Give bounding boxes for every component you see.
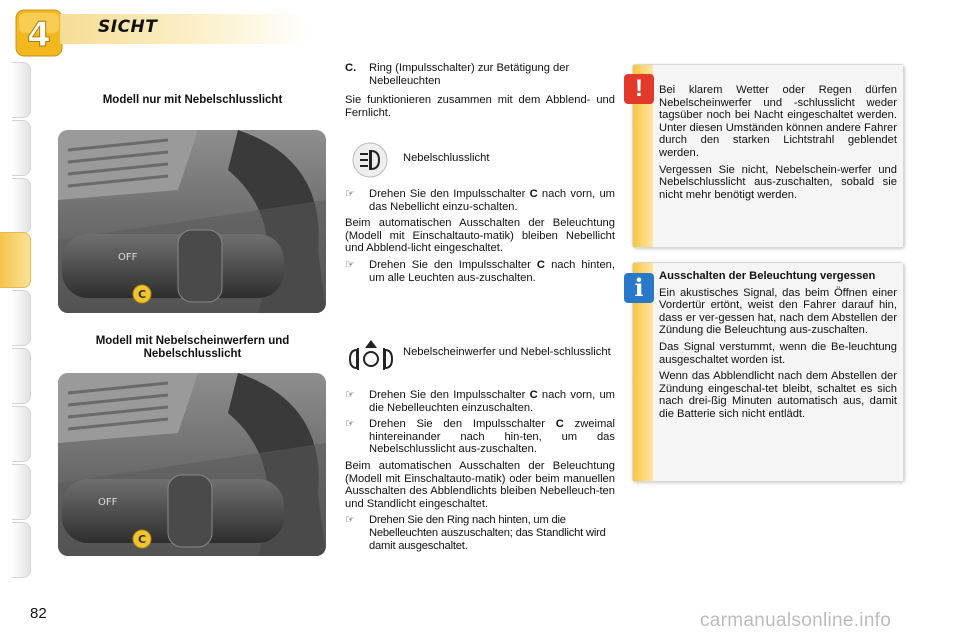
bullet-marker: ☞ <box>345 514 355 527</box>
chapter-tab[interactable] <box>12 522 31 578</box>
svg-text:OFF: OFF <box>118 252 138 263</box>
info-callout <box>632 262 904 482</box>
stalk-photo-front-rear-fog <box>58 373 326 556</box>
warning-text <box>659 84 897 205</box>
warning-callout <box>632 64 904 248</box>
page-title: SICHT <box>98 17 158 37</box>
instruction-bullet: ☞ Drehen Sie den Impulsschalter C nach vorn, um die Nebelleuchten einzuschalten. <box>345 389 616 414</box>
info-icon: i <box>624 273 654 303</box>
chapter-tab-active[interactable] <box>0 232 31 288</box>
warning-icon: ! <box>624 74 654 104</box>
bullet-marker: ☞ <box>345 418 356 431</box>
rear-fog-lamp-label: Nebelschlusslicht <box>403 152 490 164</box>
watermark: carmanualsonline.info <box>700 610 892 631</box>
bullet-marker: ☞ <box>345 188 356 200</box>
auto-off-paragraph: Beim automatischen Ausschalten der Beleuchtung (Modell mit Einschaltauto-matik) bleiben Nebellicht und Abblend-licht eingeschaltet. <box>345 217 615 255</box>
instruction-block-2 <box>345 389 615 556</box>
instruction-block-1 <box>345 188 615 288</box>
warning-paragraph: Bei klarem Wetter oder Regen dürfen Nebelscheinwerfer und -schlusslicht weder tagsüber noch bei Nacht eingeschaltet werden. Unter diesen Umständen können andere Fahrer durch den starken Lichtstrahl geblendet werden. <box>659 84 897 159</box>
chapter-tab[interactable] <box>12 348 31 404</box>
front-rear-fog-lamp-icon <box>348 338 394 374</box>
section-heading-rear-fog: Modell nur mit Nebelschlusslicht <box>102 94 283 106</box>
chapter-tabs <box>0 62 34 577</box>
auto-off-paragraph-2: Beim automatischen Ausschalten der Beleuchtung (Modell mit Einschaltauto-matik) oder beim manuellen Ausschalten des Abblendlichts bleiben Nebelleuch-ten und Standlicht eingeschaltet. <box>345 459 615 510</box>
ring-description <box>345 62 615 87</box>
instruction-bullet: ☞ Drehen Sie den Impulsschalter C zweimal hintereinander nach hin-ten, um das Nebelschlusslicht aus-zuschalten. <box>345 418 616 456</box>
info-paragraph: Das Signal verstummt, wenn die Be-leuchtung ausgeschaltet worden ist. <box>659 340 897 366</box>
chapter-tab[interactable] <box>12 406 31 462</box>
ring-description-text: Ring (Impulsschalter) zur Betätigung der Nebelleuchten <box>369 62 570 87</box>
info-title: Ausschalten der Beleuchtung vergessen <box>659 270 876 282</box>
stalk-photo-rear-fog <box>58 130 326 313</box>
callout-c-label: C <box>137 533 147 546</box>
front-rear-fog-lamp-label: Nebelscheinwerfer und Nebel-schlusslicht <box>403 346 611 358</box>
instruction-bullet: ☞ Drehen Sie den Impulsschalter C nach hinten, um alle Leuchten aus-zuschalten. <box>345 258 615 284</box>
callout-c-label: C <box>137 288 147 301</box>
callout-letter: C. <box>345 62 357 74</box>
chapter-badge <box>14 8 64 58</box>
section-heading-line: Modell mit Nebelscheinwerfern und <box>95 335 290 347</box>
chapter-tab[interactable] <box>12 120 31 176</box>
rear-fog-lamp-icon <box>352 142 388 178</box>
chapter-tab[interactable] <box>12 290 31 346</box>
chapter-tab[interactable] <box>12 178 31 234</box>
svg-text:OFF: OFF <box>98 497 118 508</box>
intro-paragraph: Sie funktionieren zusammen mit dem Abblend- und Fernlicht. <box>345 94 615 119</box>
section-heading-front-rear-fog <box>60 335 325 361</box>
chapter-number: 4 <box>27 15 51 55</box>
bullet-marker: ☞ <box>345 389 356 401</box>
chapter-tab[interactable] <box>12 62 31 118</box>
instruction-bullet: ☞ Drehen Sie den Ring nach hinten, um die Nebelleuchten auszuschalten; das Standlicht wird damit ausgeschaltet. <box>345 514 606 552</box>
chapter-tab[interactable] <box>12 464 31 520</box>
instruction-bullet: ☞ Drehen Sie den Impulsschalter C nach vorn, um das Nebellicht einzu-schalten. <box>345 188 616 213</box>
info-paragraph: Ein akustisches Signal, das beim Öffnen einer Vordertür ertönt, weist den Fahrer darauf hin, dass er ver-gessen hat, nach dem Abstellen der Zündung die Beleuchtung aus-zuschalten. <box>659 286 897 337</box>
bullet-marker: ☞ <box>345 258 356 271</box>
section-heading-line: Nebelschlusslicht <box>143 348 242 360</box>
page-number: 82 <box>30 605 47 622</box>
info-text <box>659 270 897 425</box>
warning-paragraph: Vergessen Sie nicht, Nebelschein-werfer und Nebelschlusslicht aus-zuschalten, sobald sie nicht mehr benötigt werden. <box>659 163 897 201</box>
info-paragraph: Wenn das Abblendlicht nach dem Abstellen der Zündung eingeschal-tet bleibt, schaltet es sich nach drei-ßig Minuten automatisch aus, damit die Batterie sich nicht entlädt. <box>659 370 897 420</box>
